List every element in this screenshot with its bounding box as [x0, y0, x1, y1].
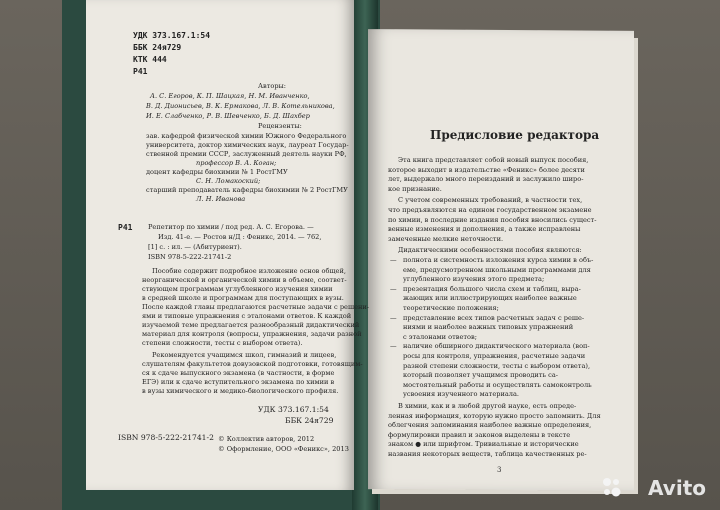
bottom-bbk: ББК 24я729 — [285, 416, 334, 425]
catalog-line: [1] с. : ил. — (Абитуриент). — [148, 243, 242, 251]
copyright-line: © Оформление, ООО «Феникс», 2013 — [218, 445, 349, 453]
catalog-code: Р41 — [118, 223, 133, 232]
preface-line: по химии, в последние издания пособия вносились сущест- — [388, 215, 597, 224]
preface-line: лет, выдержало много переизданий и заслужило широ- — [388, 175, 584, 184]
bbk-code: ББК 24я729 — [133, 43, 182, 52]
preface-line: разной степени сложности, тесты с выбором ответа), — [403, 361, 591, 370]
annotation-line: ствующем программам углубленного изучения химии — [142, 285, 333, 293]
preface-line: усвоения изученного материала. — [403, 390, 519, 399]
authors-line: В. Д. Дионисьев, В. К. Ермакова, Л. В. Котельникова, — [146, 102, 335, 110]
preface-line: еме, предусмотренном школьными программами для — [403, 265, 591, 274]
reviewer-line: профессор В. А. Коган; — [196, 159, 277, 167]
authors-line: И. Е. Слабченко, Р. В. Шевченко, Б. Д. Шахбер — [146, 112, 310, 120]
preface-line: Эта книга представляет собой новый выпуск пособия, — [398, 156, 589, 164]
preface-line: который позволяет учащимся проводить са- — [403, 371, 558, 380]
catalog-line: Репетитор по химии / под ред. А. С. Егорова. — — [148, 223, 314, 231]
bullet-dash: — — [390, 342, 397, 351]
catalog-line: Изд. 41-е. — Ростов н/Д : Феникс, 2014. — 762, — [158, 233, 322, 241]
reviewer-line: университета, доктор химических наук, лауреат Государ- — [146, 141, 349, 149]
watermark: Avito — [648, 476, 706, 500]
preface-line: полнота и системность изложения курса химии в объ- — [403, 256, 594, 264]
preface-line: С учетом современных требований, в частности тех, — [398, 196, 583, 205]
preface-line: ленная информация, которую нужно просто запомнить. Для — [388, 411, 601, 420]
reviewer-line: зав. кафедрой физической химии Южного Федерального — [146, 132, 347, 140]
preface-line: знаком ● или шрифтом. Тривиальные и исторические — [388, 440, 579, 449]
preface-line: презентация большого числа схем и таблиц, выра- — [403, 284, 581, 293]
preface-line: замеченные мелкие неточности. — [388, 234, 504, 243]
authors-line: А. С. Егоров, К. П. Шацкая, Н. М. Иванченко, — [150, 92, 310, 100]
preface-title: Предисловие редактора — [430, 128, 600, 142]
preface-line: названия некоторых веществ, таблица качественных ре- — [388, 450, 587, 458]
annotation-line: неорганической и органической химии в объеме, соответ- — [142, 276, 347, 284]
authors-header: Авторы: — [258, 82, 287, 90]
reviewer-line: С. Н. Ломакоский; — [196, 177, 261, 185]
preface-line: мостоятельный работы и осуществлять самоконтроль — [403, 380, 592, 389]
catalog-isbn: ISBN 978-5-222-21741-2 — [148, 253, 232, 261]
annotation-line: материал для контроля (вопросы, упражнения, задачи разной — [142, 330, 362, 338]
bullet-dash: — — [390, 313, 397, 322]
preface-line: ниями и наиболее важных типовых упражнений — [403, 323, 574, 332]
preface-line: венные изменения и дополнения, а также исправлены — [388, 225, 581, 234]
preface-line: представление всех типов расчетных задач с реше- — [403, 313, 585, 322]
annotation-line: Рекомендуется учащимся школ, гимназий и лицеев, — [152, 351, 337, 359]
reviewer-line: старший преподаватель кафедры биохимии № 2 РостГМУ — [146, 186, 348, 194]
annotation-line: в вузы химического и медико-биологического профиля. — [142, 387, 339, 395]
bullet-dash: — — [390, 284, 397, 293]
avito-logo-icon — [600, 476, 622, 498]
annotation-line: ся к сдаче выпускного экзамена (в частности, в форме — [142, 369, 335, 377]
preface-line: теоретические положения; — [403, 304, 499, 312]
preface-line: Дидактическими особенностями пособия являются: — [398, 246, 582, 255]
annotation-line: изучаемой теме предлагается разнообразный дидактический — [142, 321, 360, 329]
reviewer-line: Л. Н. Иванова — [196, 195, 246, 203]
preface-line: формулировки правил и законов выделены в тексте — [388, 430, 571, 439]
reviewer-line: доцент кафедры биохимии № 1 РостГМУ — [146, 168, 288, 176]
preface-line: кое признание. — [388, 184, 442, 193]
preface-line: с эталонами ответов; — [403, 332, 477, 341]
bullet-dash: — — [390, 256, 397, 264]
preface-line: В химии, как и в любой другой науке, есть опреде- — [398, 402, 577, 410]
preface-line: что предъявляются на едином государственном экзамене — [388, 206, 592, 214]
annotation-line: степени сложности, тесты с выбором ответа). — [142, 339, 303, 347]
annotation-line: ями и типовые упражнения с эталонами ответов. К каждой — [142, 312, 352, 320]
annotation-line: После каждой главы предлагаются расчетные задачи с решени- — [142, 303, 370, 311]
isbn: ISBN 978-5-222-21741-2 — [118, 433, 214, 442]
preface-line: облегчения запоминания наиболее важные определения, — [388, 421, 592, 430]
ktk-code: КТК 444 — [133, 55, 167, 64]
preface-line: углубленного изучения этого предмета; — [403, 275, 545, 284]
annotation-line: ЕГЭ) или к сдаче вступительного экзамена по химии в — [142, 378, 335, 386]
udk-code: УДК 373.167.1:54 — [133, 31, 211, 40]
copyright-line: © Коллектив авторов, 2012 — [218, 435, 315, 443]
preface-line: росы для контроля, упражнения, расчетные задачи — [403, 352, 586, 360]
preface-line: наличие обширного дидактического материала (воп- — [403, 342, 590, 351]
annotation-line: слушателям факультетов довузовской подготовки, готовящим- — [142, 360, 363, 368]
preface-line: жающих или иллюстрирующих наиболее важные — [403, 294, 577, 303]
bottom-udk: УДК 373.167.1:54 — [258, 405, 329, 414]
annotation-line: в средней школе и программам для поступающих в вузы. — [142, 294, 344, 302]
annotation-line: Пособие содержит подробное изложение основ общей, — [152, 267, 346, 275]
preface-line: которое выходит в издательстве «Феникс» более десяти — [388, 165, 585, 174]
reviewer-line: ственной премии СССР, заслуженный деятель науки РФ, — [146, 150, 347, 158]
book-code: Р41 — [133, 67, 148, 76]
page-number: 3 — [497, 466, 502, 474]
reviewers-header: Рецензенты: — [258, 122, 302, 130]
